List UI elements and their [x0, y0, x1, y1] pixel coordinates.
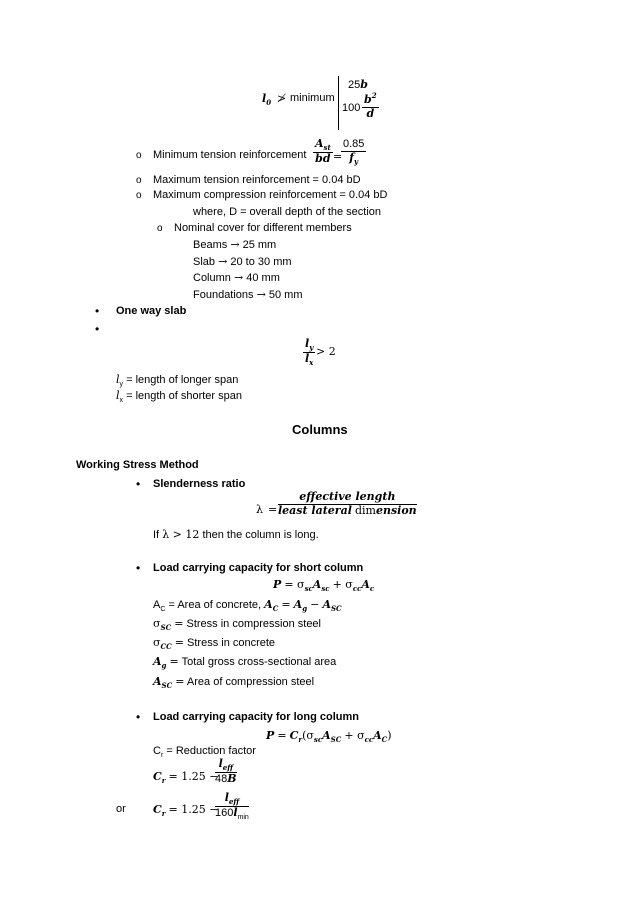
list-bullet: o — [157, 223, 163, 234]
nominal-cover-text: Nominal cover for different members — [174, 222, 352, 234]
cr-formula-2: $C_r = 1.25$ − — [153, 803, 219, 818]
where-text: where, D = overall depth of the section — [193, 206, 382, 218]
list-bullet: • — [136, 477, 141, 491]
leff-over-48b: $l_{eff}$ 48B — [215, 757, 237, 786]
list-bullet: • — [136, 710, 141, 724]
equals-sign: = — [268, 503, 278, 516]
long-column-label: Load carrying capacity for long column — [153, 711, 359, 723]
cover-item: Foundations → 50 mm — [193, 288, 303, 301]
lambda-symbol: λ — [256, 503, 263, 516]
working-stress-method-heading: Working Stress Method — [76, 459, 199, 471]
lx-definition: $l_x$ = length of shorter span — [116, 389, 242, 404]
ast-over-bd: $A_{st}$ bd — [315, 137, 331, 166]
long-column-formula: $P = C_r(\sigma_{sc}A_{SC} + \sigma_{cc}A_C)$ — [266, 729, 392, 744]
sigma-cc-definition: $\sigma_{CC}$ = Stress in concrete — [153, 636, 276, 651]
sigma-sc-definition: $\sigma_{SC}$ = Stress in compression steel — [153, 617, 321, 632]
cover-item: Slab → 20 to 30 mm — [193, 255, 292, 268]
or-text: or — [116, 803, 126, 815]
ag-definition: $A_g$ = Total gross cross-sectional area — [153, 655, 337, 670]
ly-over-lx: $\frac{l_y}{l_x}$ — [304, 337, 314, 368]
list-bullet: o — [136, 175, 142, 186]
cr-formula-1: $C_r = 1.25$ − — [153, 770, 219, 785]
not-greater-symbol: ≯ — [277, 92, 287, 105]
formula-lhs: $l_0$ — [262, 92, 272, 107]
short-column-label: Load carrying capacity for short column — [153, 562, 364, 574]
option-100: 100 — [342, 102, 361, 114]
max-compression-text: Maximum compression reinforcement = 0.04 bD — [153, 189, 388, 201]
equals-sign: = — [333, 150, 343, 163]
cover-item: Column → 40 mm — [193, 271, 280, 284]
ly-definition: $l_y$ = length of longer span — [116, 373, 239, 388]
short-column-formula: $P = \sigma_{sc}A_{sc} + \sigma_{cc}A_c$ — [273, 578, 375, 593]
min-tension-label: Minimum tension reinforcement — [153, 149, 307, 161]
option-25b: 25b — [348, 78, 368, 91]
long-column-condition: If λ > 12 then the column is long. — [153, 528, 319, 541]
asc-definition: $A_{SC}$ = Area of compression steel — [153, 675, 315, 690]
slenderness-fraction: effective length least lateral dimension — [278, 490, 417, 517]
minimum-word: minimum — [290, 92, 335, 104]
list-bullet: • — [95, 322, 100, 336]
085-over-fy: $\frac{0.85}{f_y}$ — [343, 138, 365, 166]
brace-line — [338, 76, 339, 130]
one-way-slab-label: One way slab — [116, 305, 187, 317]
columns-heading: Columns — [292, 422, 348, 437]
slenderness-ratio-label: Slenderness ratio — [153, 478, 246, 490]
list-bullet: • — [95, 304, 100, 318]
cr-definition: $C_r$ = Reduction factor — [153, 745, 256, 759]
max-tension-text: Maximum tension reinforcement = 0.04 bD — [153, 174, 361, 186]
leff-over-160lmin: $l_{eff}$ $160l_{min}$ — [215, 791, 249, 822]
list-bullet: o — [136, 150, 142, 161]
option-b2-over-d: $\frac{b^2}{d}$ — [364, 91, 377, 120]
top-formula — [262, 74, 382, 134]
cover-item: Beams → 25 mm — [193, 238, 277, 251]
ac-definition: $A_C$ = Area of concrete, $A_C = A_g - A_{SC}$ — [153, 598, 342, 613]
list-bullet: o — [136, 190, 142, 201]
greater-than-2: > 2 — [316, 345, 336, 358]
list-bullet: • — [136, 561, 141, 575]
